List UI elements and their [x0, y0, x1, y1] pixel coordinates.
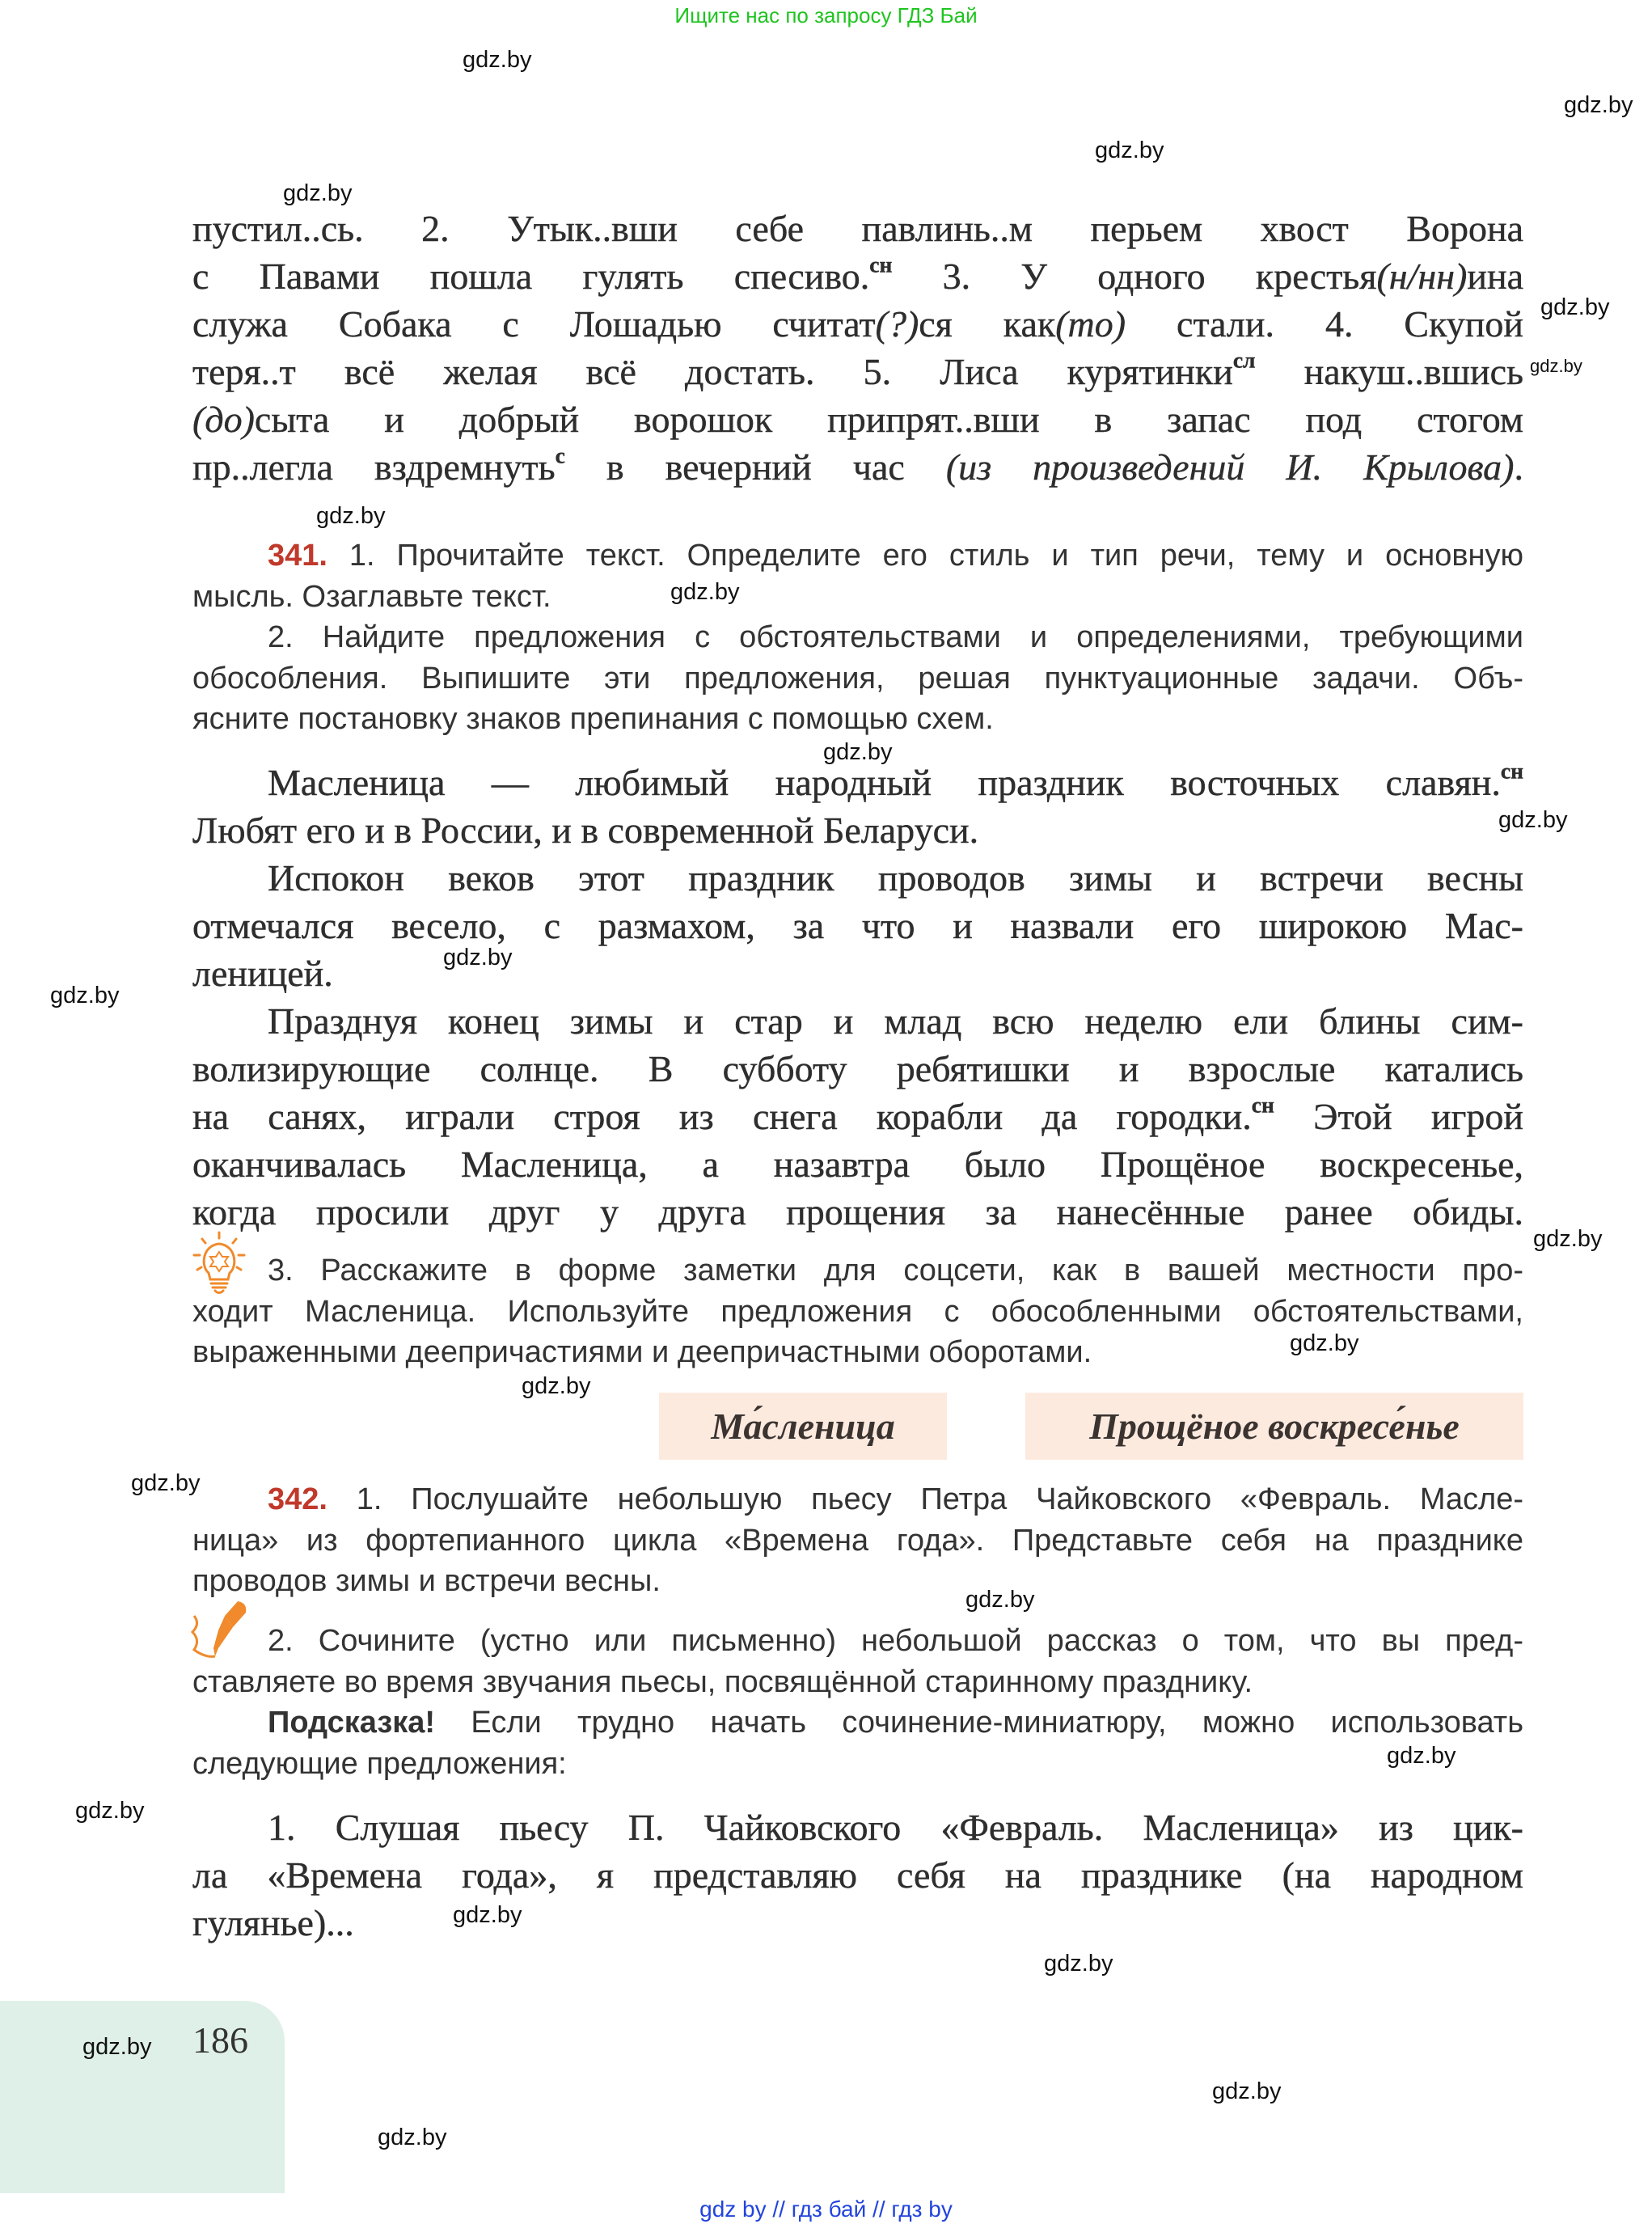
text-segment: ся как [919, 303, 1056, 345]
text-line [192, 699, 1523, 740]
text-segment: гулянье)... [192, 1902, 354, 1943]
exercise-342-task-2 [192, 1621, 1523, 1784]
watermark: gdz.by [1044, 1951, 1113, 1977]
text-line [192, 395, 1523, 443]
text-segment: 3. У одного крестья [892, 256, 1377, 297]
watermark: gdz.by [50, 983, 120, 1008]
text-segment: Масленица — любимый народный праздник восточных славян. [268, 762, 1501, 803]
fable-exercise-text [192, 205, 1523, 491]
text-segment: 2. Найдите предложения с обстоятельствами и определениями, требующими [268, 620, 1523, 654]
text-segment: леницей. [192, 953, 333, 994]
text-line [192, 252, 1523, 300]
text-line [192, 1045, 1523, 1093]
text-line [192, 949, 1523, 997]
search-banner[interactable]: Ищите нас по запросу ГДЗ Бай [674, 3, 978, 27]
watermark: gdz.by [82, 2034, 152, 2060]
text-line [192, 1702, 1523, 1744]
text-segment: следующие предложения: [192, 1746, 567, 1781]
word-card-proshchenoe-voskresenye: Прощёное воскресе́нье [1025, 1393, 1523, 1460]
text-line [192, 1250, 1523, 1292]
superscript-mark: сл [1232, 347, 1256, 373]
text-segment: Испокон веков этот праздник проводов зимы и встречи весны [268, 857, 1523, 898]
text-line [192, 1744, 1523, 1785]
watermark: gdz.by [75, 1798, 145, 1824]
hint-sentences [192, 1803, 1523, 1947]
text-segment: 1. Послушайте небольшую пьесу Петра Чайковского «Февраль. Масле- [327, 1482, 1523, 1516]
text-line [192, 1662, 1523, 1703]
text-segment: когда просили друг у друга прощения за нанесённые ранее обиды. [192, 1191, 1523, 1233]
text-segment: оканчивалась Масленица, а назавтра было Прощёное воскресенье, [192, 1144, 1523, 1185]
text-segment: 2. Сочините (устно или письменно) небольшой рассказ о том, что вы пред- [268, 1624, 1523, 1658]
text-segment: Празднуя конец зимы и стар и млад всю неделю ели блины сим- [268, 1000, 1523, 1042]
watermark: gdz.by [1530, 356, 1582, 376]
text-line [192, 806, 1523, 854]
text-line [192, 1140, 1523, 1188]
text-segment: Этой игрой [1274, 1096, 1523, 1137]
text-segment: ница» из фортепианного цикла «Времена года». Представьте себя на празднике [192, 1523, 1523, 1558]
superscript-mark: сн [1251, 1092, 1274, 1118]
text-segment: (то) [1055, 303, 1126, 345]
watermark: gdz.by [1387, 1743, 1456, 1769]
text-line [192, 1621, 1523, 1662]
watermark: gdz.by [1290, 1330, 1359, 1356]
text-line [192, 1188, 1523, 1236]
text-line [192, 617, 1523, 658]
watermark: gdz.by [1498, 807, 1568, 833]
text-segment: пустил..сь. 2. Утык..вши себе павлинь..м перьем хвост Ворона [192, 208, 1523, 249]
text-segment: мысль. Озаглавьте текст. [192, 579, 551, 614]
text-line [192, 658, 1523, 700]
watermark: gdz.by [522, 1373, 591, 1399]
exercise-341-instructions [192, 535, 1523, 740]
text-segment: с Павами пошла гулять спесиво. [192, 256, 870, 297]
text-segment: 1. Слушая пьесу П. Чайковского «Февраль. Масленица» из цик- [268, 1807, 1523, 1848]
text-segment: (из произведений И. Крылова) [945, 446, 1515, 488]
text-line [192, 1899, 1523, 1947]
text-segment: ходит Масленица. Используйте предложения с обособленными обстоятельствами, [192, 1294, 1523, 1329]
watermark: gdz.by [131, 1470, 201, 1496]
watermark: gdz.by [965, 1587, 1035, 1613]
text-segment: (?) [875, 303, 919, 345]
text-line [192, 1520, 1523, 1562]
watermark: gdz.by [378, 2125, 447, 2150]
watermark: gdz.by [443, 945, 513, 970]
watermark: gdz.by [1540, 294, 1610, 320]
watermark: gdz.by [283, 180, 353, 206]
watermark: gdz.by [316, 503, 386, 529]
text-segment: в вечерний час [564, 446, 946, 488]
text-segment: (н/нн) [1376, 256, 1468, 297]
maslenitsa-text [192, 759, 1523, 1236]
text-segment: ина [1467, 256, 1523, 297]
text-segment: на санях, играли строя из снега корабли да городки. [192, 1096, 1252, 1137]
text-segment: . [1514, 446, 1523, 488]
text-line [192, 1292, 1523, 1333]
watermark: gdz.by [1533, 1226, 1603, 1252]
text-line [192, 854, 1523, 902]
footer-links[interactable]: gdz by // гдз бай // гдз by [699, 2197, 953, 2222]
text-segment: стали. 4. Скупой [1126, 303, 1524, 345]
exercise-number: 342. [268, 1482, 327, 1516]
text-segment: ясните постановку знаков препинания с помощью схем. [192, 702, 994, 736]
text-line [192, 1093, 1523, 1140]
text-segment: 1. Прочитайте текст. Определите его стиль и тип речи, тему и основную [327, 539, 1523, 573]
text-line [192, 535, 1523, 577]
text-line [192, 1561, 1523, 1602]
text-segment: ла «Времена года», я представляю себя на празднике (на народном [192, 1854, 1523, 1896]
text-segment: накуш..вшись [1255, 351, 1523, 392]
text-segment: пр..легла вздремнуть [192, 446, 556, 488]
watermark: gdz.by [670, 579, 740, 605]
text-segment: отмечался весело, с размахом, за что и назвали его широкою Мас- [192, 905, 1523, 946]
page-number: 186 [192, 2019, 248, 2061]
text-line [192, 902, 1523, 949]
superscript-mark: сн [1500, 758, 1523, 784]
text-segment: теря..т всё желая всё достать. 5. Лиса курятинки [192, 351, 1233, 392]
text-segment: служа Собака с Лошадью считат [192, 303, 876, 345]
text-line [192, 300, 1523, 348]
text-line [192, 1851, 1523, 1899]
text-segment: Любят его и в России, и в современной Беларуси. [192, 810, 979, 851]
text-segment: волизирующие солнце. В субботу ребятишки и взрослые катались [192, 1048, 1523, 1089]
text-segment: сыта и добрый ворошок припрят..вши в запас под стогом [254, 399, 1523, 440]
word-card-maslenitsa: Ма́сленица [659, 1393, 947, 1460]
text-line [192, 997, 1523, 1045]
watermark: gdz.by [1095, 137, 1164, 163]
text-segment: Если трудно начать сочинение-миниатюру, можно использовать [435, 1706, 1523, 1740]
watermark: gdz.by [453, 1902, 522, 1928]
watermark: gdz.by [1564, 92, 1633, 118]
exercise-342-instructions [192, 1479, 1523, 1602]
text-segment: (до) [192, 399, 255, 440]
text-line [192, 205, 1523, 252]
watermark: gdz.by [823, 739, 893, 765]
lightbulb-icon [191, 1231, 247, 1296]
text-segment: Подсказка! [268, 1706, 436, 1740]
text-segment: обособления. Выпишите эти предложения, решая пунктуационные задачи. Объ- [192, 661, 1523, 696]
superscript-mark: с [555, 442, 565, 468]
text-segment: 3. Расскажите в форме заметки для соцсети, как в вашей местности про- [268, 1254, 1523, 1287]
text-line [192, 577, 1523, 618]
superscript-mark: сн [869, 252, 893, 277]
watermark: gdz.by [1212, 2078, 1282, 2104]
text-line [192, 1479, 1523, 1520]
text-segment: ставляете во время звучания пьесы, посвящённой старинному празднику. [192, 1664, 1253, 1699]
text-line [192, 1803, 1523, 1851]
text-line [192, 348, 1523, 395]
text-segment: выраженными деепричастиями и деепричастными оборотами. [192, 1335, 1092, 1369]
watermark: gdz.by [463, 47, 532, 73]
text-segment: проводов зимы и встречи весны. [192, 1564, 661, 1598]
text-line [192, 443, 1523, 491]
exercise-number: 341. [268, 539, 327, 573]
